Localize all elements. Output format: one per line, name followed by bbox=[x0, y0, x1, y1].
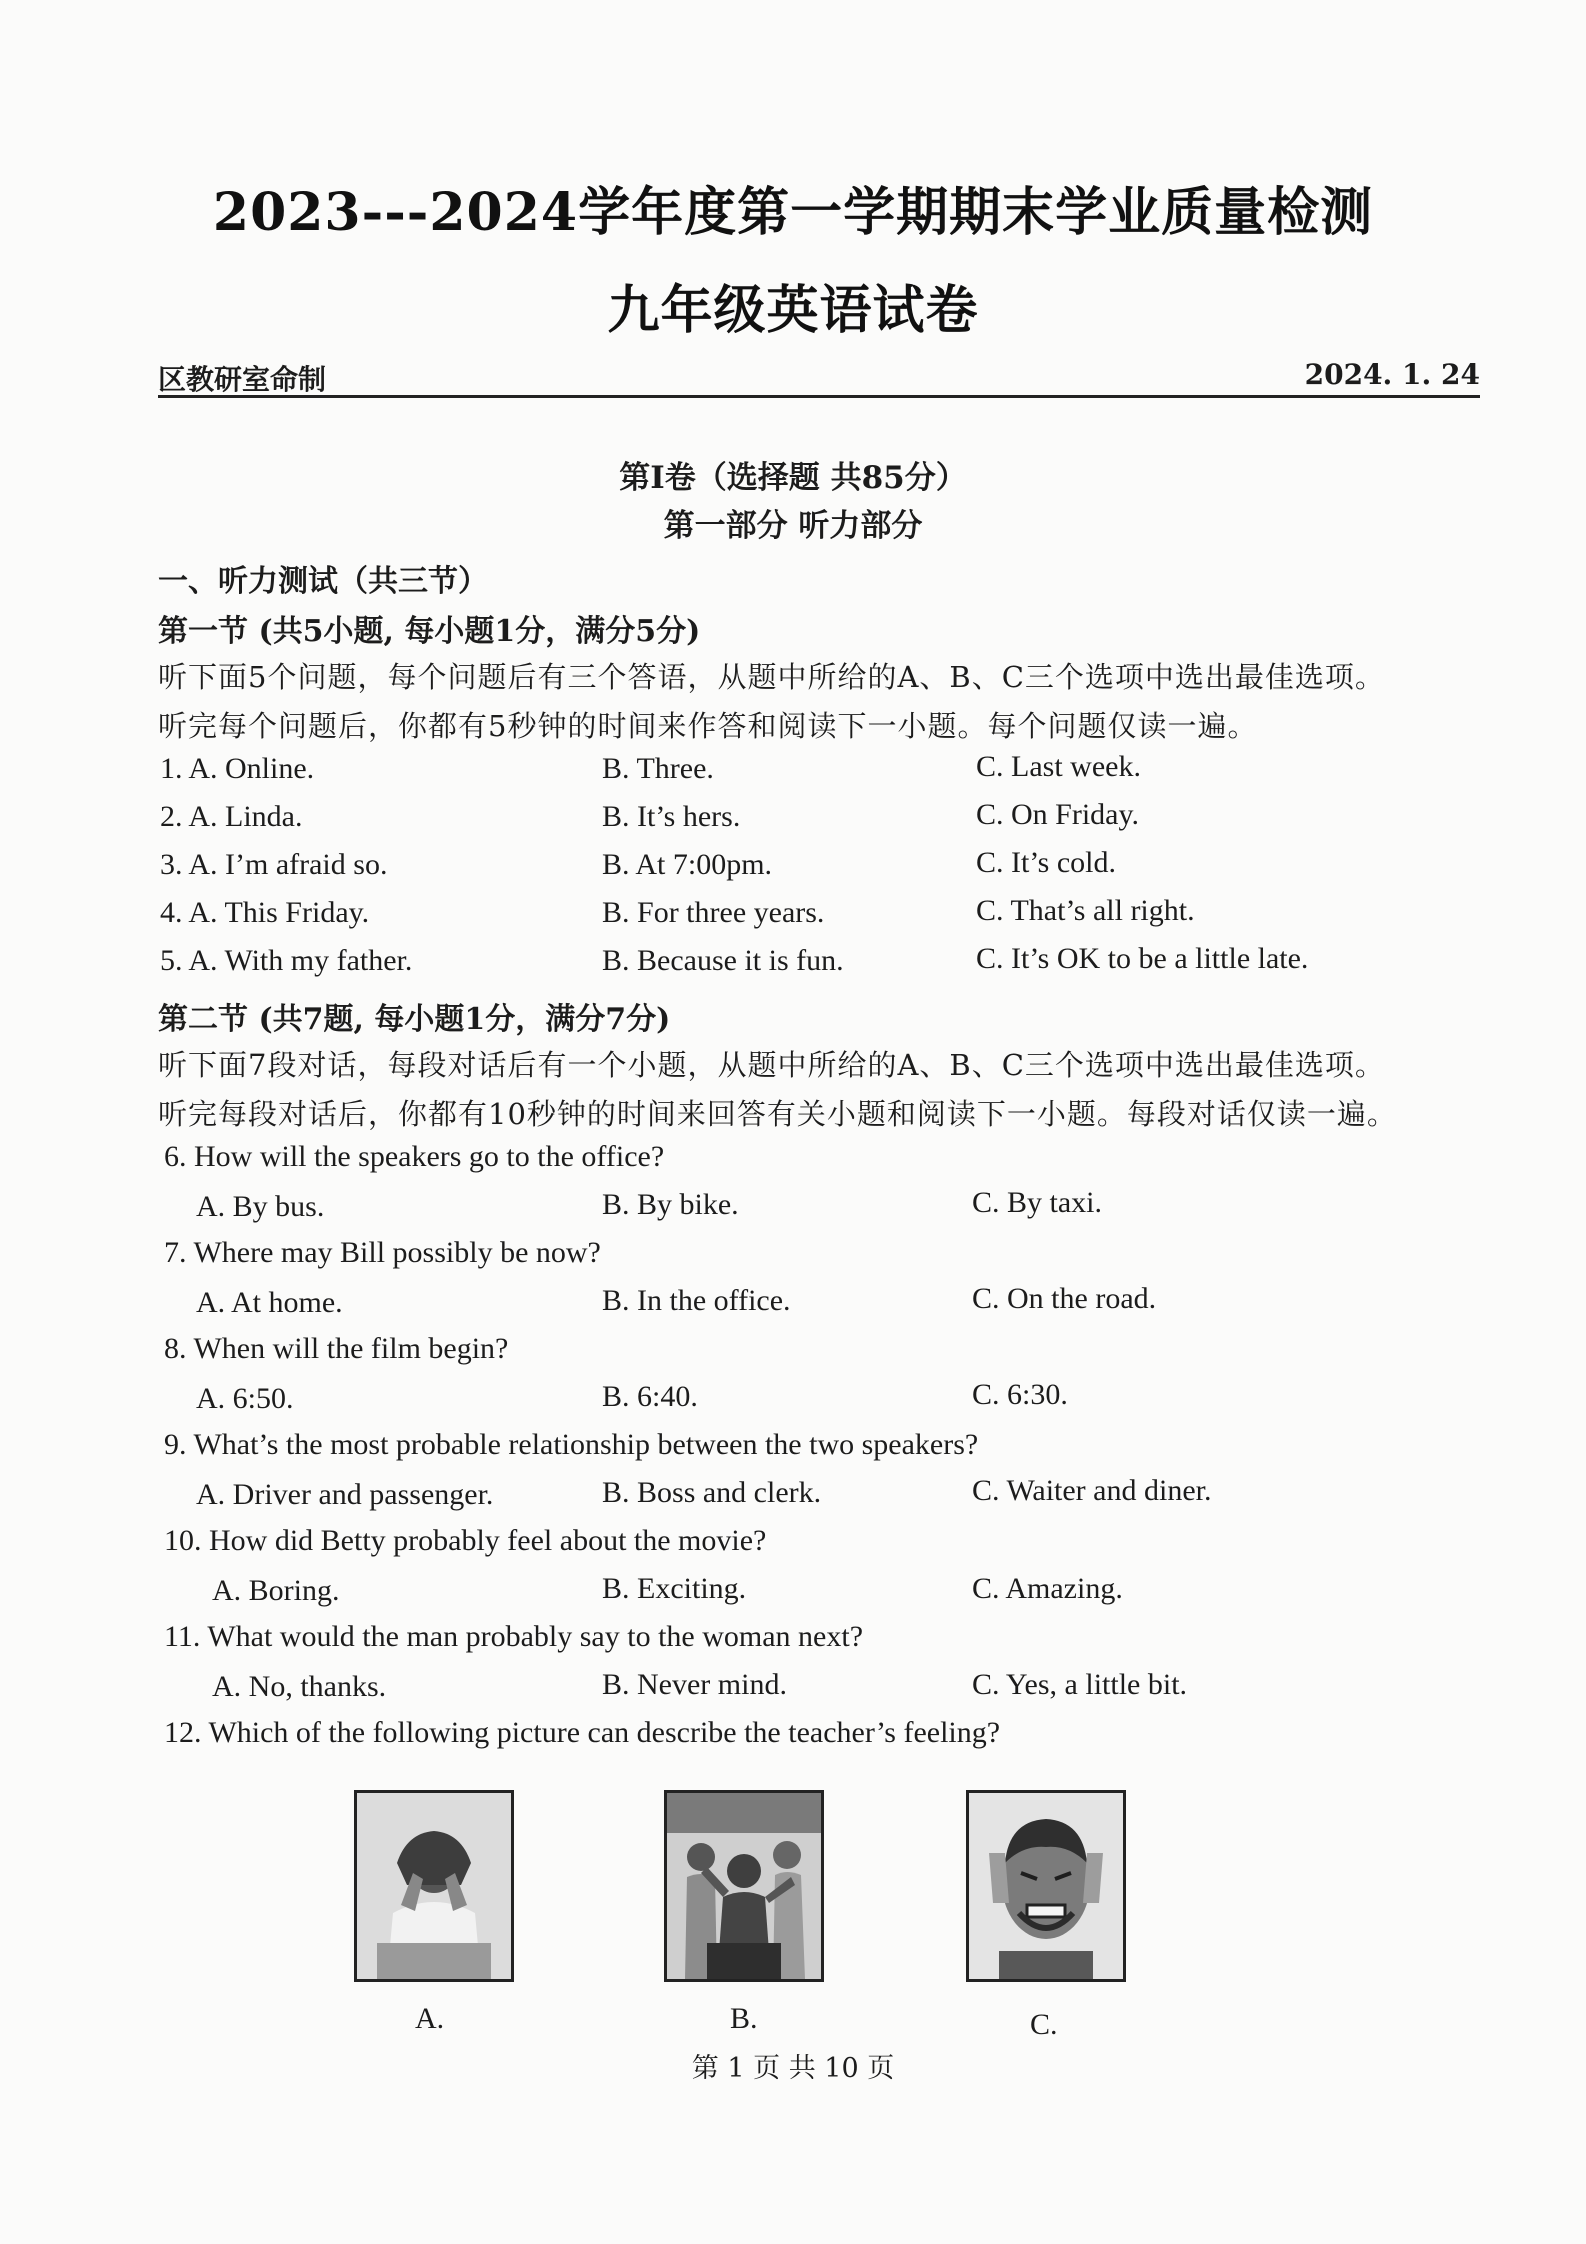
q7-option-a: A. At home. bbox=[196, 1286, 343, 1319]
picture-c-label: C. bbox=[1030, 2008, 1058, 2041]
exam-date: 2024. 1. 24 bbox=[1304, 358, 1480, 391]
q12-stem: 12. Which of the following picture can describe the teacher’s feeling? bbox=[164, 1716, 1001, 1749]
q9-option-b: B. Boss and clerk. bbox=[602, 1476, 822, 1509]
q3-option-c: C. It’s cold. bbox=[976, 846, 1116, 879]
part-heading: 第一部分 听力部分 bbox=[663, 508, 923, 544]
issuer-label: 区教研室命制 bbox=[158, 363, 327, 396]
q5-option-c: C. It’s OK to be a little late. bbox=[976, 942, 1309, 975]
q8-option-a: A. 6:50. bbox=[196, 1382, 294, 1415]
q5-option-a: 5. A. With my father. bbox=[160, 944, 413, 977]
header-rule bbox=[158, 395, 1480, 398]
q9-stem: 9. What’s the most probable relationship between the two speakers? bbox=[164, 1428, 979, 1461]
q4-option-a: 4. A. This Friday. bbox=[160, 896, 370, 929]
picture-b-label: B. bbox=[730, 2002, 758, 2035]
q9-option-c: C. Waiter and diner. bbox=[972, 1474, 1212, 1507]
q11-stem: 11. What would the man probably say to the woman next? bbox=[164, 1620, 864, 1653]
q7-option-c: C. On the road. bbox=[972, 1282, 1157, 1315]
q10-stem: 10. How did Betty probably feel about the movie? bbox=[164, 1524, 767, 1557]
picture-b-illustration bbox=[667, 1793, 821, 1979]
picture-a-illustration bbox=[357, 1793, 511, 1979]
page-number: 第 1 页 共 10 页 bbox=[691, 2053, 895, 2084]
q3-option-b: B. At 7:00pm. bbox=[602, 848, 773, 881]
sec2-heading: 第二节 (共7题, 每小题1分，满分7分) bbox=[158, 1002, 671, 1037]
q7-stem: 7. Where may Bill possibly be now? bbox=[164, 1236, 601, 1269]
sec1-instruction-1: 听下面5个问题，每个问题后有三个答语，从题中所给的A、B、C三个选项中选出最佳选项。 bbox=[158, 660, 1385, 694]
exam-subtitle: 九年级英语试卷 bbox=[607, 280, 979, 341]
q7-option-b: B. In the office. bbox=[602, 1284, 791, 1317]
q10-option-c: C. Amazing. bbox=[972, 1572, 1123, 1605]
sec1-heading: 第一节 (共5小题, 每小题1分，满分5分) bbox=[158, 614, 701, 649]
q6-option-b: B. By bike. bbox=[602, 1188, 739, 1221]
picture-a-distressed-person bbox=[354, 1790, 514, 1982]
q11-option-b: B. Never mind. bbox=[602, 1668, 787, 1701]
q2-option-b: B. It’s hers. bbox=[602, 800, 741, 833]
q2-option-c: C. On Friday. bbox=[976, 798, 1140, 831]
q8-stem: 8. When will the film begin? bbox=[164, 1332, 509, 1365]
picture-c-illustration bbox=[969, 1793, 1123, 1979]
q9-option-a: A. Driver and passenger. bbox=[196, 1478, 494, 1511]
q8-option-b: B. 6:40. bbox=[602, 1380, 698, 1413]
q10-option-a: A. Boring. bbox=[212, 1574, 340, 1607]
q3-option-a: 3. A. I’m afraid so. bbox=[160, 848, 388, 881]
q1-option-a: 1. A. Online. bbox=[160, 752, 315, 785]
sec2-instruction-2: 听完每段对话后，你都有10秒钟的时间来回答有关小题和阅读下一小题。每段对话仅读一遍。 bbox=[158, 1097, 1397, 1131]
q5-option-b: B. Because it is fun. bbox=[602, 944, 844, 977]
q2-option-a: 2. A. Linda. bbox=[160, 800, 303, 833]
q4-option-b: B. For three years. bbox=[602, 896, 825, 929]
picture-c-stressed-man bbox=[966, 1790, 1126, 1982]
q11-option-c: C. Yes, a little bit. bbox=[972, 1668, 1188, 1701]
q10-option-b: B. Exciting. bbox=[602, 1572, 747, 1605]
picture-a-label: A. bbox=[415, 2002, 445, 2035]
q6-option-c: C. By taxi. bbox=[972, 1186, 1103, 1219]
q6-option-a: A. By bus. bbox=[196, 1190, 325, 1223]
q11-option-a: A. No, thanks. bbox=[212, 1670, 387, 1703]
exam-title: 2023---2024学年度第一学期期末学业质量检测 bbox=[212, 182, 1374, 243]
q4-option-c: C. That’s all right. bbox=[976, 894, 1195, 927]
q1-option-b: B. Three. bbox=[602, 752, 714, 785]
q6-stem: 6. How will the speakers go to the office? bbox=[164, 1140, 665, 1173]
q1-option-c: C. Last week. bbox=[976, 750, 1141, 783]
q8-option-c: C. 6:30. bbox=[972, 1378, 1068, 1411]
picture-b-cheering-people bbox=[664, 1790, 824, 1982]
sec1-instruction-2: 听完每个问题后，你都有5秒钟的时间来作答和阅读下一小题。每个问题仅读一遍。 bbox=[158, 709, 1258, 743]
volume-heading: 第Ⅰ卷（选择题 共85分） bbox=[619, 460, 967, 496]
section-heading: 一、听力测试（共三节） bbox=[158, 564, 488, 599]
sec2-instruction-1: 听下面7段对话，每段对话后有一个小题，从题中所给的A、B、C三个选项中选出最佳选项。 bbox=[158, 1048, 1385, 1082]
